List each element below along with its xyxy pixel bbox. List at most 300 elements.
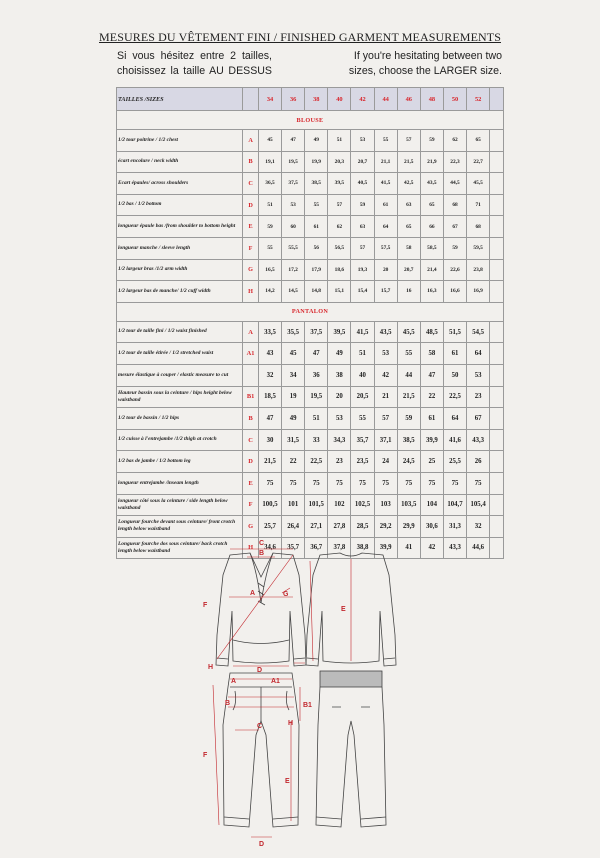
measurement-value: 44,5 xyxy=(443,173,466,195)
letter-h-pants: H xyxy=(288,720,294,727)
measurement-value: 53 xyxy=(328,408,351,430)
measurement-value: 20,7 xyxy=(351,151,374,173)
measurement-value: 75 xyxy=(397,472,420,494)
measurement-value: 40 xyxy=(351,364,374,386)
measurement-value: 63 xyxy=(351,216,374,238)
letter-f: F xyxy=(203,602,208,609)
intro-text-fr: Si vous hésitez entre 2 tailles, choisissez la taille AU DESSUS xyxy=(117,50,272,77)
pantalon-measurement-row xyxy=(117,364,504,386)
measurement-value: 38,5 xyxy=(305,173,328,195)
measurement-label: 1/2 bas / 1/2 bottom xyxy=(117,194,243,216)
measurement-label: 1/2 bas de jambe / 1/2 bottom leg xyxy=(117,451,243,473)
pantalon-section-row xyxy=(117,302,504,321)
letter-e: E xyxy=(341,606,346,613)
measurement-value: 31,5 xyxy=(282,429,305,451)
measurement-value: 42 xyxy=(374,364,397,386)
measurement-value: 59 xyxy=(397,408,420,430)
measurement-value: 39,9 xyxy=(420,429,443,451)
measurement-label: Longueur fourche dos sous ceinture/ back crotch length below waistband xyxy=(117,537,243,559)
measurement-value: 44,6 xyxy=(467,537,490,559)
measurement-label: 1/2 largeur bras /1/2 arm width xyxy=(117,259,243,281)
measurement-value: 37,5 xyxy=(305,321,328,343)
measurement-value: 22,7 xyxy=(467,151,490,173)
measurement-value: 49 xyxy=(328,343,351,365)
measurement-value: 68 xyxy=(443,194,466,216)
blouse-section-title: BLOUSE xyxy=(117,111,504,130)
pants-front-drawing xyxy=(223,673,299,827)
measurement-value: 43,3 xyxy=(443,537,466,559)
sizes-label: TAILLES /SIZES xyxy=(117,88,243,111)
measurement-value: 103,5 xyxy=(397,494,420,516)
measurement-letter: H xyxy=(243,281,259,303)
letter-g: G xyxy=(283,591,289,598)
measurement-value: 36,5 xyxy=(258,173,281,195)
measurement-value: 22 xyxy=(420,386,443,408)
row-end-cell xyxy=(490,237,504,259)
measurement-label: Longueur fourche devant sous ceinture/ front crotch length below waistband xyxy=(117,516,243,538)
pantalon-measurement-row xyxy=(117,429,504,451)
measurement-value: 105,4 xyxy=(467,494,490,516)
measurement-value: 41 xyxy=(397,537,420,559)
blouse-section-row xyxy=(117,111,504,130)
letter-a: A xyxy=(250,590,256,597)
letter-c-pants: C xyxy=(257,723,263,730)
measurement-label: 1/2 tour poitrine / 1/2 chest xyxy=(117,130,243,152)
measurement-value: 26,4 xyxy=(282,516,305,538)
measurement-value: 102,5 xyxy=(351,494,374,516)
measurement-value: 65 xyxy=(397,216,420,238)
measurement-value: 19,5 xyxy=(282,151,305,173)
measurement-value: 20,7 xyxy=(397,259,420,281)
measurement-letter: G xyxy=(243,259,259,281)
measurement-value: 39,9 xyxy=(374,537,397,559)
pantalon-measurement-row xyxy=(117,472,504,494)
measurement-value: 61 xyxy=(305,216,328,238)
pantalon-measurement-row xyxy=(117,408,504,430)
row-end-cell xyxy=(490,429,504,451)
measurement-value: 65 xyxy=(467,130,490,152)
measurement-value: 17,9 xyxy=(305,259,328,281)
measurement-value: 49 xyxy=(305,130,328,152)
measurement-value: 21,5 xyxy=(258,451,281,473)
blouse-measurement-row xyxy=(117,259,504,281)
blouse-measurement-row xyxy=(117,130,504,152)
measurement-label: 1/2 tour de taille étirée / 1/2 stretched waist xyxy=(117,343,243,365)
size-header: 42 xyxy=(351,88,374,111)
row-end-cell xyxy=(490,364,504,386)
row-end-cell xyxy=(490,151,504,173)
measurement-value: 57 xyxy=(328,194,351,216)
measurement-label: 1/2 largeur bas de manche/ 1/2 cuff width xyxy=(117,281,243,303)
header-letter-cell xyxy=(243,88,259,111)
measurement-value: 75 xyxy=(420,472,443,494)
pantalon-measurement-row xyxy=(117,386,504,408)
measurement-value: 36,7 xyxy=(305,537,328,559)
measurement-value: 38,5 xyxy=(397,429,420,451)
measurement-letter: E xyxy=(243,216,259,238)
measurement-letter: D xyxy=(243,451,259,473)
measurement-letter: F xyxy=(243,237,259,259)
blouse-measurement-row xyxy=(117,173,504,195)
row-end-cell xyxy=(490,472,504,494)
measurement-value: 66 xyxy=(420,216,443,238)
measurement-value: 43,5 xyxy=(374,321,397,343)
measurement-value: 60 xyxy=(282,216,305,238)
measurement-value: 61 xyxy=(420,408,443,430)
measurement-value: 30 xyxy=(258,429,281,451)
measurement-value: 62 xyxy=(443,130,466,152)
measurement-value: 42 xyxy=(420,537,443,559)
measurement-label: longueur entrejambe /inseam length xyxy=(117,472,243,494)
row-end-cell xyxy=(490,321,504,343)
intro-text-en: If you're hesitating between two sizes, choose the LARGER size. xyxy=(348,50,502,77)
measurement-value: 16,9 xyxy=(467,281,490,303)
measurement-label: longueur épaule bas /from shoulder to bottom height xyxy=(117,216,243,238)
measurement-value: 16,5 xyxy=(258,259,281,281)
measurement-value: 34,3 xyxy=(328,429,351,451)
measurement-label: 1/2 tour de taille fini / 1/2 waist finished xyxy=(117,321,243,343)
letter-b: B xyxy=(259,550,265,557)
measurement-value: 41,5 xyxy=(351,321,374,343)
measurement-value: 15,7 xyxy=(374,281,397,303)
measurement-label: Ecart épaules/ across shoulders xyxy=(117,173,243,195)
measurement-value: 15,4 xyxy=(351,281,374,303)
measurement-value: 25,5 xyxy=(443,451,466,473)
measurement-value: 22,5 xyxy=(443,386,466,408)
measurement-label: 1/2 cuisse à l'entrejambe /1/2 thigh at crotch xyxy=(117,429,243,451)
row-end-cell xyxy=(490,408,504,430)
measurement-value: 61 xyxy=(443,343,466,365)
measurement-value: 67 xyxy=(443,216,466,238)
size-header: 36 xyxy=(282,88,305,111)
pantalon-measurement-row xyxy=(117,343,504,365)
measurement-letter: E xyxy=(243,472,259,494)
measurement-value: 26 xyxy=(467,451,490,473)
row-end-cell xyxy=(490,386,504,408)
measurement-value: 61 xyxy=(374,194,397,216)
measurement-value: 50 xyxy=(443,364,466,386)
measurement-value: 64 xyxy=(374,216,397,238)
measurement-value: 27,1 xyxy=(305,516,328,538)
measurement-value: 39,5 xyxy=(328,173,351,195)
measurement-value: 71 xyxy=(467,194,490,216)
measurement-value: 59 xyxy=(351,194,374,216)
blouse-front-drawing xyxy=(216,553,306,666)
measurement-value: 57 xyxy=(374,408,397,430)
measurement-label: longueur manche / sleeve length xyxy=(117,237,243,259)
measurement-value: 59,5 xyxy=(467,237,490,259)
measurement-value: 100,5 xyxy=(258,494,281,516)
measurement-value: 55 xyxy=(397,343,420,365)
measurement-letter: D xyxy=(243,194,259,216)
measurement-value: 21,4 xyxy=(420,259,443,281)
measurement-value: 101 xyxy=(282,494,305,516)
measurement-letter: C xyxy=(243,429,259,451)
measurement-value: 43,3 xyxy=(467,429,490,451)
measurement-letter xyxy=(243,364,259,386)
measurement-value: 35,7 xyxy=(351,429,374,451)
measurement-value: 64 xyxy=(467,343,490,365)
measurement-value: 104,7 xyxy=(443,494,466,516)
measurement-label: Hauteur bassin sous la ceinture / hips height below waistband xyxy=(117,386,243,408)
measurement-value: 41,6 xyxy=(443,429,466,451)
measurement-letter: B1 xyxy=(243,386,259,408)
size-header: 44 xyxy=(374,88,397,111)
measurement-value: 53 xyxy=(351,130,374,152)
measurement-value: 21,1 xyxy=(374,151,397,173)
pantalon-section-title: PANTALON xyxy=(117,302,504,321)
measurement-value: 56,5 xyxy=(328,237,351,259)
blouse-measurement-row xyxy=(117,281,504,303)
measurement-value: 18,5 xyxy=(258,386,281,408)
row-end-cell xyxy=(490,281,504,303)
measurement-value: 102 xyxy=(328,494,351,516)
measurement-value: 53 xyxy=(467,364,490,386)
measurement-label: mesure élastique à couper / elastic measure to cut xyxy=(117,364,243,386)
measurement-value: 25 xyxy=(420,451,443,473)
measurement-value: 43,5 xyxy=(420,173,443,195)
measurement-value: 18,6 xyxy=(328,259,351,281)
measurement-value: 22,3 xyxy=(443,151,466,173)
measurement-value: 28,5 xyxy=(351,516,374,538)
measurement-value: 56 xyxy=(305,237,328,259)
pantalon-measurement-row xyxy=(117,321,504,343)
measurement-value: 64 xyxy=(443,408,466,430)
measurement-value: 37,5 xyxy=(282,173,305,195)
measurement-value: 51 xyxy=(258,194,281,216)
measurement-value: 49 xyxy=(282,408,305,430)
measurement-value: 31,3 xyxy=(443,516,466,538)
row-end-cell xyxy=(490,451,504,473)
measurement-value: 103 xyxy=(374,494,397,516)
measurement-value: 75 xyxy=(258,472,281,494)
measurement-value: 75 xyxy=(305,472,328,494)
size-header: 52 xyxy=(467,88,490,111)
measurement-value: 22,6 xyxy=(443,259,466,281)
size-header: 46 xyxy=(397,88,420,111)
letter-h: H xyxy=(208,664,214,671)
measurement-value: 19 xyxy=(282,386,305,408)
measurement-letters xyxy=(203,540,346,848)
row-end-cell xyxy=(490,216,504,238)
sizes-header-row xyxy=(117,88,504,111)
measurement-letter: A1 xyxy=(243,343,259,365)
measurement-value: 37,1 xyxy=(374,429,397,451)
measurement-value: 57 xyxy=(351,237,374,259)
letter-d-pants: D xyxy=(259,841,265,848)
pants-back-drawing xyxy=(316,671,386,827)
measurement-value: 55 xyxy=(374,130,397,152)
measurement-value: 45 xyxy=(258,130,281,152)
measurement-letter: A xyxy=(243,321,259,343)
letter-e-pants: E xyxy=(285,778,290,785)
measurement-value: 39,5 xyxy=(328,321,351,343)
measurement-value: 45,5 xyxy=(467,173,490,195)
measurement-value: 33,5 xyxy=(258,321,281,343)
blouse-measurement-row xyxy=(117,151,504,173)
measurement-value: 23,5 xyxy=(351,451,374,473)
measurement-value: 59 xyxy=(420,130,443,152)
letter-f-pants: F xyxy=(203,752,208,759)
measurement-value: 27,8 xyxy=(328,516,351,538)
measurement-value: 32 xyxy=(258,364,281,386)
measurement-value: 29,9 xyxy=(397,516,420,538)
measurement-value: 54,5 xyxy=(467,321,490,343)
measurement-value: 19,3 xyxy=(351,259,374,281)
measurement-value: 47 xyxy=(282,130,305,152)
measurement-value: 57 xyxy=(397,130,420,152)
measurement-value: 14,2 xyxy=(258,281,281,303)
row-end-cell xyxy=(490,343,504,365)
measurement-value: 20 xyxy=(328,386,351,408)
measurement-value: 16,3 xyxy=(420,281,443,303)
row-end-cell xyxy=(490,194,504,216)
measurement-value: 68 xyxy=(467,216,490,238)
row-end-cell xyxy=(490,130,504,152)
measurement-value: 38 xyxy=(328,364,351,386)
measurement-value: 53 xyxy=(282,194,305,216)
size-header: 50 xyxy=(443,88,466,111)
measurement-value: 75 xyxy=(351,472,374,494)
measurement-value: 58,5 xyxy=(420,237,443,259)
measurement-value: 34,6 xyxy=(258,537,281,559)
measurement-value: 33 xyxy=(305,429,328,451)
measurement-value: 51,5 xyxy=(443,321,466,343)
size-header: 40 xyxy=(328,88,351,111)
pantalon-measurement-row xyxy=(117,494,504,516)
measurements-table xyxy=(116,87,504,559)
measurement-value: 47 xyxy=(258,408,281,430)
measurement-value: 47 xyxy=(420,364,443,386)
letter-a1: A1 xyxy=(271,678,280,685)
size-header: 38 xyxy=(305,88,328,111)
size-header: 34 xyxy=(258,88,281,111)
blouse-measurement-row xyxy=(117,237,504,259)
measurement-value: 55,5 xyxy=(282,237,305,259)
measurement-value: 20,5 xyxy=(351,386,374,408)
measurement-value: 15,1 xyxy=(328,281,351,303)
pantalon-measurement-row xyxy=(117,451,504,473)
measurement-label: 1/2 tour de bassin / 1/2 hips xyxy=(117,408,243,430)
measurement-value: 40,5 xyxy=(351,173,374,195)
page-title: MESURES DU VÊTEMENT FINI / FINISHED GARMENT MEASUREMENTS xyxy=(99,30,501,44)
measurement-value: 51 xyxy=(305,408,328,430)
measurement-value: 55 xyxy=(305,194,328,216)
measurement-value: 53 xyxy=(374,343,397,365)
measurement-value: 19,9 xyxy=(305,151,328,173)
measurement-letter: B xyxy=(243,151,259,173)
measurement-value: 23 xyxy=(328,451,351,473)
measurement-value: 32 xyxy=(467,516,490,538)
measurement-letter: F xyxy=(243,494,259,516)
measurement-value: 19,1 xyxy=(258,151,281,173)
letter-a-pants: A xyxy=(231,678,237,685)
measurement-value: 101,5 xyxy=(305,494,328,516)
measurement-value: 43 xyxy=(258,343,281,365)
blouse-measurement-row xyxy=(117,194,504,216)
measurement-label: écart encolure / neck width xyxy=(117,151,243,173)
measurement-letter: H xyxy=(243,537,259,559)
measurement-value: 23 xyxy=(467,386,490,408)
measurement-value: 63 xyxy=(397,194,420,216)
measurement-value: 42,5 xyxy=(397,173,420,195)
measurement-value: 58 xyxy=(397,237,420,259)
measurement-value: 45,5 xyxy=(397,321,420,343)
measurement-value: 58 xyxy=(420,343,443,365)
measurement-value: 38,8 xyxy=(351,537,374,559)
measurement-value: 59 xyxy=(258,216,281,238)
measurement-value: 16 xyxy=(397,281,420,303)
row-end-cell xyxy=(490,516,504,538)
measurement-value: 55 xyxy=(258,237,281,259)
measurement-value: 55 xyxy=(351,408,374,430)
letter-c: C xyxy=(259,540,265,547)
letter-b-pants: B xyxy=(225,700,231,707)
measurement-value: 75 xyxy=(328,472,351,494)
measurement-value: 62 xyxy=(328,216,351,238)
measurement-value: 37,8 xyxy=(328,537,351,559)
measurement-value: 44 xyxy=(397,364,420,386)
measurement-value: 22,5 xyxy=(305,451,328,473)
measurement-value: 48,5 xyxy=(420,321,443,343)
measurement-label: longueur côté sous la ceinture / side length below waistband xyxy=(117,494,243,516)
measurement-value: 51 xyxy=(351,343,374,365)
measurement-value: 30,6 xyxy=(420,516,443,538)
measurement-value: 29,2 xyxy=(374,516,397,538)
measurement-value: 21 xyxy=(374,386,397,408)
measurement-value: 75 xyxy=(443,472,466,494)
row-end-cell xyxy=(490,173,504,195)
measurement-letter: B xyxy=(243,408,259,430)
measurement-value: 14,5 xyxy=(282,281,305,303)
measurement-value: 35,5 xyxy=(282,321,305,343)
measurement-value: 16,6 xyxy=(443,281,466,303)
measurement-value: 36 xyxy=(305,364,328,386)
measurement-lines xyxy=(213,549,351,837)
measurement-value: 41,5 xyxy=(374,173,397,195)
measurement-value: 22 xyxy=(282,451,305,473)
garment-diagrams xyxy=(195,525,425,855)
measurement-value: 20,3 xyxy=(328,151,351,173)
measurement-value: 104 xyxy=(420,494,443,516)
measurement-value: 51 xyxy=(328,130,351,152)
measurement-value: 25,7 xyxy=(258,516,281,538)
measurement-value: 75 xyxy=(374,472,397,494)
header-end-cell xyxy=(490,88,504,111)
measurement-value: 59 xyxy=(443,237,466,259)
measurement-value: 35,7 xyxy=(282,537,305,559)
measurement-value: 20 xyxy=(374,259,397,281)
measurement-letter: C xyxy=(243,173,259,195)
blouse-measurement-row xyxy=(117,216,504,238)
letter-b1: B1 xyxy=(303,702,312,709)
measurement-value: 21,9 xyxy=(420,151,443,173)
measurement-value: 21,5 xyxy=(397,151,420,173)
measurement-value: 45 xyxy=(282,343,305,365)
measurement-value: 75 xyxy=(282,472,305,494)
measurement-value: 23,8 xyxy=(467,259,490,281)
measurement-value: 17,2 xyxy=(282,259,305,281)
measurement-value: 24 xyxy=(374,451,397,473)
measurement-value: 21,5 xyxy=(397,386,420,408)
measurement-value: 19,5 xyxy=(305,386,328,408)
measurement-value: 65 xyxy=(420,194,443,216)
size-header: 48 xyxy=(420,88,443,111)
row-end-cell xyxy=(490,494,504,516)
measurement-letter: A xyxy=(243,130,259,152)
letter-d: D xyxy=(257,667,263,674)
measurement-value: 14,8 xyxy=(305,281,328,303)
